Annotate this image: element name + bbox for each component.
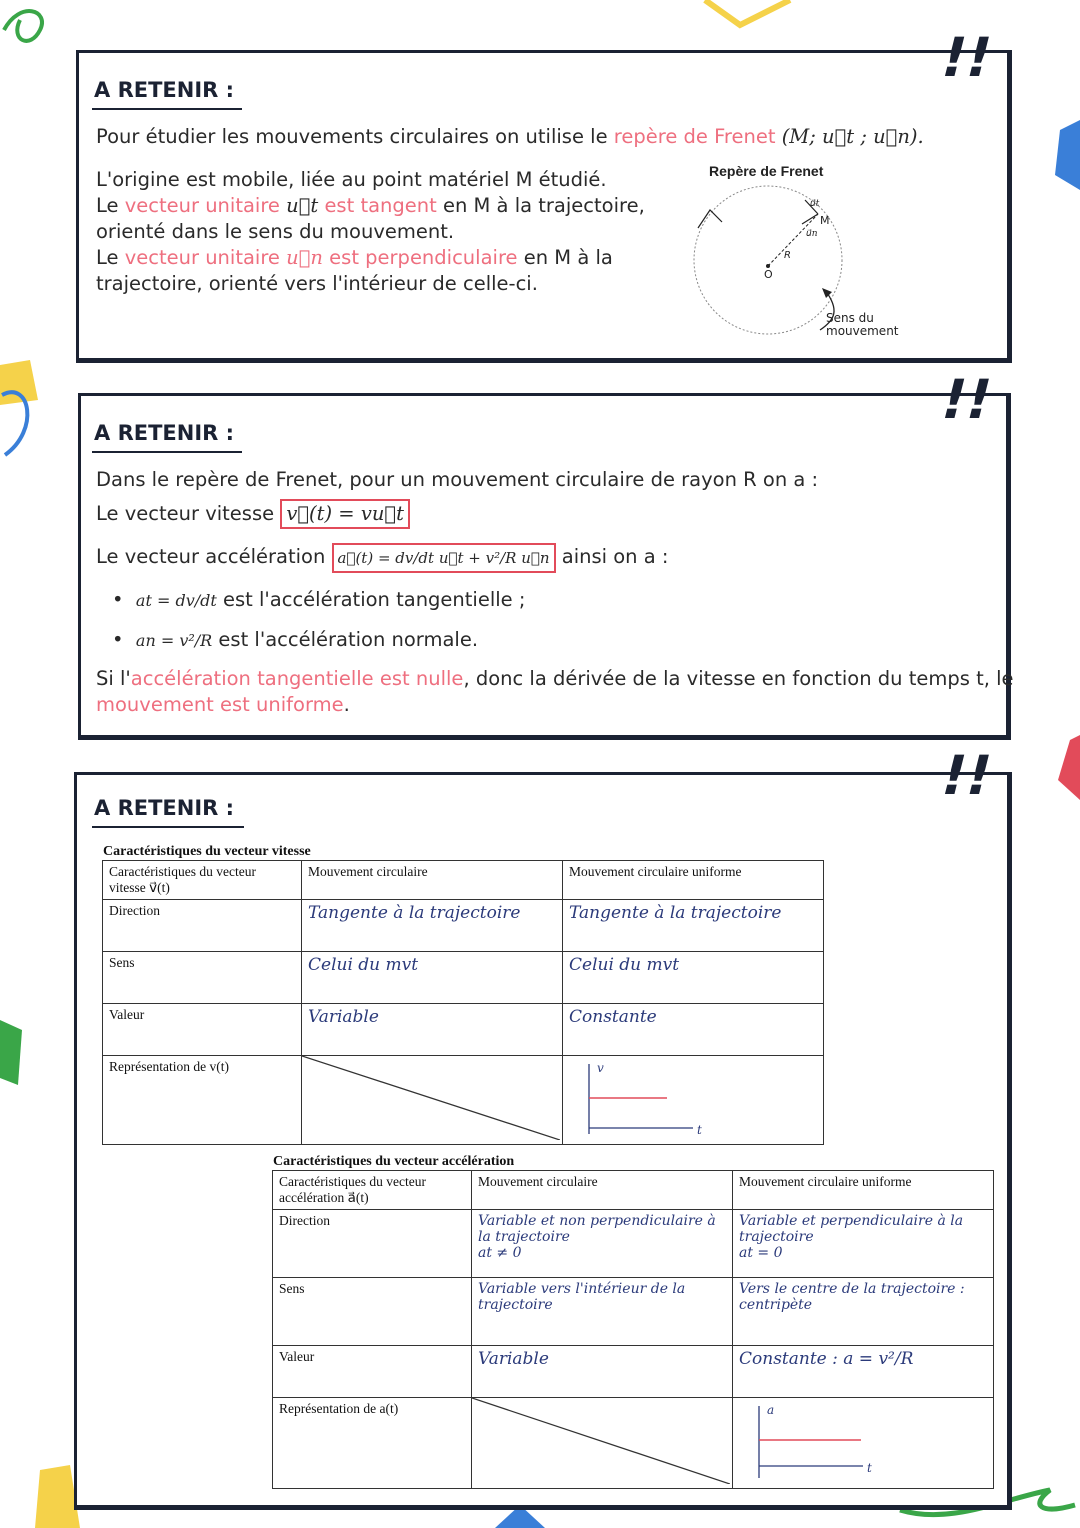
velocity-formula: v⃗(t) = vu⃗t <box>280 499 410 529</box>
text: Le vecteur accélération <box>96 545 332 568</box>
highlight: vecteur unitaire <box>124 246 287 269</box>
velocity-graph <box>563 1056 823 1140</box>
highlight: est tangent <box>324 194 437 217</box>
intro-highlight: repère de Frenet <box>613 125 776 148</box>
box3-heading-underline <box>92 826 244 828</box>
handwritten-cell <box>472 1210 733 1278</box>
box2-heading: A RETENIR : <box>94 421 235 445</box>
highlight: mouvement est uniforme <box>96 693 344 716</box>
row-label: Représentation de v(t) <box>103 1056 302 1145</box>
text: ainsi on a : <box>555 545 669 568</box>
box1-heading-underline <box>92 108 242 110</box>
frenet-label-m: M <box>820 214 830 227</box>
row-label: Direction <box>103 900 302 952</box>
graph-ylabel: v <box>597 1061 604 1075</box>
frenet-label-un: u⃗n <box>806 229 818 239</box>
intro-text: Pour étudier les mouvements circulaires on utilise le <box>96 125 614 148</box>
frenet-label-sens1: Sens du <box>826 311 874 325</box>
handwritten-cell: Celui du mvt <box>563 952 824 1004</box>
crossed-cell <box>472 1398 733 1489</box>
box2-bullet1 <box>112 587 525 614</box>
diagonal-line <box>302 1056 560 1140</box>
box2-line1: Dans le repère de Frenet, pour un mouvement circulaire de rayon R on a : <box>96 468 819 491</box>
row-label: Direction <box>273 1210 472 1278</box>
handwritten-cell: Tangente à la trajectoire <box>563 900 824 952</box>
frenet-label-sens2: mouvement <box>826 324 899 338</box>
header-cell: Mouvement circulaire <box>302 861 563 900</box>
row-label: Sens <box>273 1278 472 1346</box>
handwritten-cell: Constante : a = v²/R <box>733 1346 994 1398</box>
text: . <box>343 693 350 716</box>
bullet: • <box>112 588 136 611</box>
highlight: accélération tangentielle est nulle <box>130 667 464 690</box>
header-cell: Mouvement circulaire <box>472 1171 733 1210</box>
box1-line4 <box>96 245 613 271</box>
exclamation-icon: !! <box>934 368 1000 431</box>
crossed-cell <box>302 1056 563 1145</box>
frenet-label-o: O <box>764 268 773 281</box>
box1-line5: trajectoire, orienté vers l'intérieur de celle-ci. <box>96 272 538 295</box>
row-label: Représentation de a(t) <box>273 1398 472 1489</box>
box3-heading: A RETENIR : <box>94 796 235 820</box>
header-cell: Caractéristiques du vecteur accélération a⃗(t) <box>273 1171 472 1210</box>
text: en M à la <box>517 246 613 269</box>
exclamation-icon: !! <box>934 744 1000 807</box>
text: Le vecteur vitesse <box>96 502 281 525</box>
handwritten-cell: Variable vers l'intérieur de la trajectoire <box>472 1278 733 1346</box>
cell-text: Variable et non perpendiculaire à la trajectoire <box>478 1213 716 1245</box>
graph-xlabel: t <box>697 1123 702 1137</box>
handwritten-cell: Variable <box>302 1004 563 1056</box>
frenet-diagram <box>680 180 900 340</box>
box1-line2 <box>96 193 645 219</box>
bullet: • <box>112 628 136 651</box>
acceleration-formula: a⃗(t) = dv/dt u⃗t + v²/R u⃗n <box>332 543 556 573</box>
cell-text: Variable et perpendiculaire à la trajectoire <box>739 1213 964 1245</box>
box1-line1: L'origine est mobile, liée au point matériel M étudié. <box>96 168 607 191</box>
math: at = dv/dt <box>135 591 217 610</box>
math: u⃗n <box>286 246 323 269</box>
box1-heading: A RETENIR : <box>94 78 235 102</box>
math: an = v²/R <box>135 631 213 650</box>
graph-ylabel: a <box>767 1403 775 1417</box>
frenet-label-ut: u⃗t <box>810 199 820 209</box>
cell-text: at = 0 <box>739 1245 783 1261</box>
header-cell: Mouvement circulaire uniforme <box>733 1171 994 1210</box>
handwritten-cell: Tangente à la trajectoire <box>302 900 563 952</box>
header-cell: Mouvement circulaire uniforme <box>563 861 824 900</box>
acceleration-graph <box>733 1398 993 1484</box>
row-label: Valeur <box>103 1004 302 1056</box>
handwritten-cell: Vers le centre de la trajectoire : centripète <box>733 1278 994 1346</box>
highlight: vecteur unitaire <box>124 194 280 217</box>
box2-line4 <box>96 666 1014 692</box>
intro-math: (M; u⃗t ; u⃗n). <box>775 125 924 148</box>
text: Le <box>96 194 125 217</box>
text: , donc la dérivée de la vitesse en fonction du temps t, le <box>463 667 1014 690</box>
graph-cell <box>563 1056 824 1145</box>
box2-heading-underline <box>92 451 242 453</box>
handwritten-cell: Variable <box>472 1346 733 1398</box>
frenet-figure-title: Repère de Frenet <box>709 163 824 179</box>
box2-line3 <box>96 543 668 573</box>
box1-line3: orienté dans le sens du mouvement. <box>96 220 455 243</box>
cell-text: at ≠ 0 <box>478 1245 522 1261</box>
text: en M à la trajectoire, <box>436 194 645 217</box>
box2-bullet2 <box>112 627 478 654</box>
acceleration-table <box>272 1170 994 1489</box>
box1-intro <box>96 124 924 150</box>
row-label: Sens <box>103 952 302 1004</box>
velocity-table <box>102 860 824 1145</box>
velocity-table-caption: Caractéristiques du vecteur vitesse <box>103 844 311 859</box>
graph-cell <box>733 1398 994 1489</box>
text: est l'accélération tangentielle ; <box>216 588 526 611</box>
box2-line2 <box>96 499 410 529</box>
text: est l'accélération normale. <box>212 628 479 651</box>
header-cell: Caractéristiques du vecteur vitesse v⃗(t) <box>103 861 302 900</box>
handwritten-cell <box>733 1210 994 1278</box>
frenet-label-r: R <box>784 250 791 261</box>
box2-line5 <box>96 692 350 718</box>
text: Si l' <box>96 667 131 690</box>
handwritten-cell: Constante <box>563 1004 824 1056</box>
diagonal-line <box>472 1398 730 1484</box>
math: u⃗t <box>279 194 325 217</box>
acceleration-table-caption: Caractéristiques du vecteur accélération <box>273 1154 515 1169</box>
graph-xlabel: t <box>867 1461 872 1475</box>
row-label: Valeur <box>273 1346 472 1398</box>
handwritten-cell: Celui du mvt <box>302 952 563 1004</box>
text: Le <box>96 246 125 269</box>
exclamation-icon: !! <box>934 26 1000 89</box>
highlight: est perpendiculaire <box>322 246 518 269</box>
